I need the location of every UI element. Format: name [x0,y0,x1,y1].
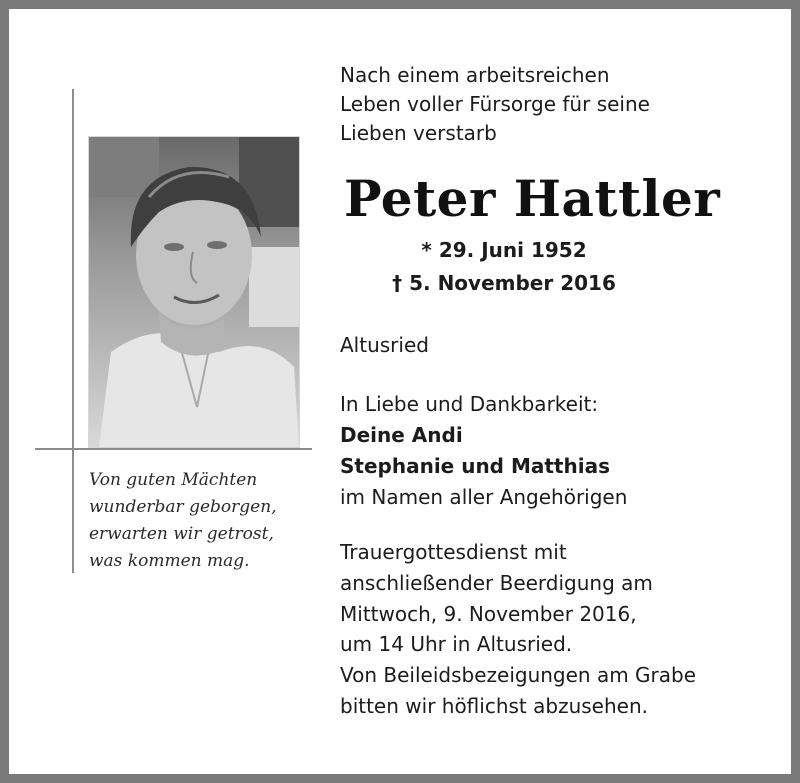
family-intro: In Liebe und Dankbarkeit: [340,392,599,416]
intro-line: Nach einem arbeitsreichen [340,63,610,87]
family-name-2: Stephanie und Matthias [340,454,610,478]
service-line: um 14 Uhr in Altusried. [340,632,573,657]
family-relatives: im Namen aller Angehörigen [340,485,628,509]
birth-date: * 29. Juni 1952 [421,238,587,262]
service-info [340,537,770,722]
portrait-image [89,137,299,447]
deceased-name: Peter Hattler [344,169,721,228]
quote-block [89,467,304,575]
horizontal-rule [35,448,312,450]
portrait-photo [88,136,300,448]
service-line: bitten wir höflichst abzusehen. [340,693,648,718]
intro-text [340,61,770,148]
place-of-residence: Altusried [340,333,429,357]
quote-line: was kommen mag. [89,551,250,571]
intro-line: Lieben verstarb [340,121,497,145]
service-line: Mittwoch, 9. November 2016, [340,601,637,626]
death-date: † 5. November 2016 [392,271,616,295]
quote-line: Von guten Mächten [89,470,258,490]
life-dates [340,234,668,300]
quote-line: erwarten wir getrost, [89,524,274,544]
intro-line: Leben voller Fürsorge für seine [340,92,650,116]
family-block [340,389,770,513]
service-line: anschließender Beerdigung am [340,570,653,595]
family-name-1: Deine Andi [340,423,463,447]
quote-line: wunderbar geborgen, [89,497,277,517]
obituary-card [9,9,791,774]
service-line: Trauergottesdienst mit [340,540,567,564]
vertical-rule [72,89,74,573]
service-line: Von Beileidsbezeigungen am Grabe [340,663,697,688]
